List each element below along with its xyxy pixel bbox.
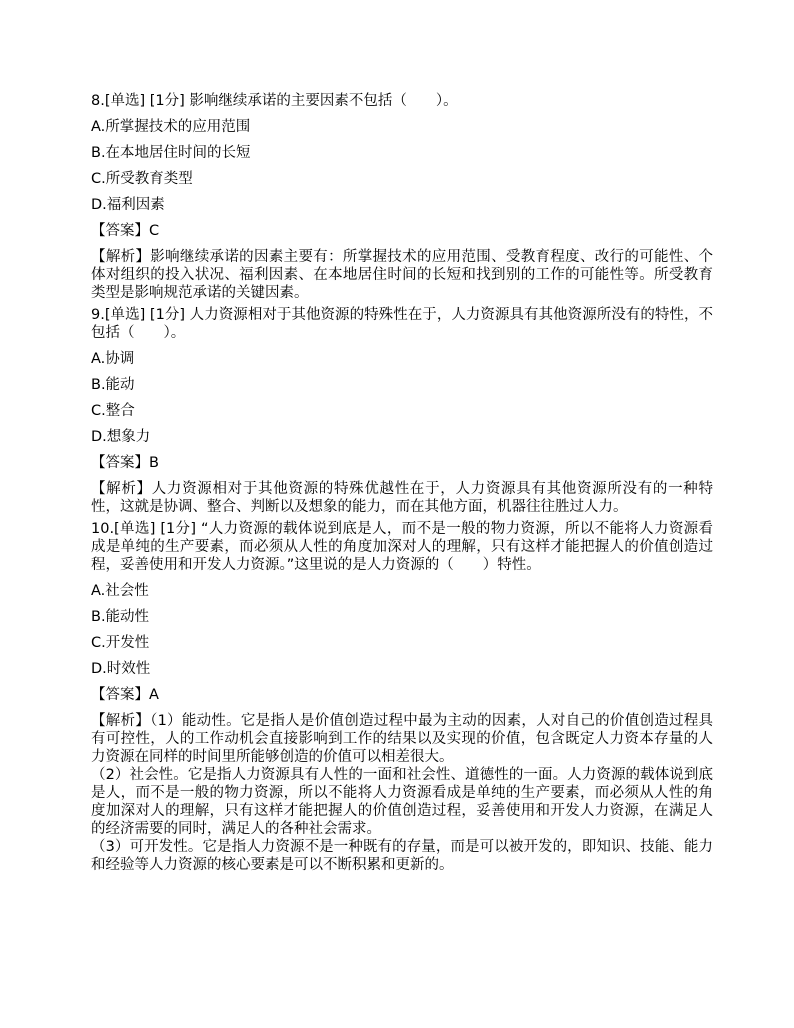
question-8-answer bbox=[91, 222, 713, 240]
question-10-answer bbox=[91, 686, 713, 704]
question-9-option-b: B.能动 bbox=[91, 377, 135, 393]
question-9-option-c: C.整合 bbox=[91, 403, 135, 419]
question-8-option-b: B.在本地居住时间的长短 bbox=[91, 145, 251, 161]
answer-value: B bbox=[149, 455, 159, 471]
question-10-analysis-3: （3）可开发性。它是指人力资源不是一种既有的存量，而是可以被开发的，即知识、技能、能力和经验等人力资源的核心要素是可以不断积累和更新的。 bbox=[91, 839, 713, 873]
question-10-option-a: A.社会性 bbox=[91, 583, 149, 599]
question-8-stem: 8.[单选] [1分] 影响继续承诺的主要因素不包括（ ）。 bbox=[91, 93, 458, 109]
analysis-label: 【解析】 bbox=[91, 249, 151, 265]
question-10-option-d: D.时效性 bbox=[91, 661, 151, 677]
question-10-analysis-1 bbox=[91, 712, 713, 766]
answer-label: 【答案】 bbox=[91, 223, 149, 239]
question-10-option-c: C.开发性 bbox=[91, 635, 150, 651]
question-9-option-a: A.协调 bbox=[91, 351, 135, 367]
answer-value: C bbox=[149, 223, 160, 239]
question-8-analysis bbox=[91, 248, 713, 302]
question-10-analysis-2: （2）社会性。它是指人力资源具有人性的一面和社会性、道德性的一面。人力资源的载体说到底是人，而不是一般的物力资源，所以不能将人力资源看成是单纯的生产要素，而必须从人性的角度加深对人的理解，只有这样才能把握人的价值创造过程，妥善使用和开发人力资源，在满足人的经济需要的同时，满足人的各种社会需求。 bbox=[91, 767, 713, 837]
analysis-label: 【解析】 bbox=[91, 713, 151, 729]
analysis-text: 人力资源相对于其他资源的特殊优越性在于，人力资源具有其他资源所没有的一种特性，这就是协调、整合、判断以及想象的能力，而在其他方面，机器往往胜过人力。 bbox=[91, 481, 713, 515]
analysis-text: （1）能动性。它是指人是价值创造过程中最为主动的因素，人对自己的价值创造过程具有可控性，人的工作动机会直接影响到工作的结果以及实现的价值，包含既定人力资本存量的人力资源在同样的时间里所能够创造的价值可以相差很大。 bbox=[91, 713, 714, 765]
question-8-option-c: C.所受教育类型 bbox=[91, 171, 193, 187]
question-9-option-d: D.想象力 bbox=[91, 429, 151, 445]
answer-value: A bbox=[149, 687, 159, 703]
question-9-answer bbox=[91, 454, 713, 472]
question-10-stem: 10.[单选] [1分] “人力资源的载体说到底是人，而不是一般的物力资源，所以不能将人力资源看成是单纯的生产要素，而必须从人性的角度加深对人的理解，只有这样才能把握人的价值创造过程，妥善使用和开发人力资源。”这里说的是人力资源的（ ）特性。 bbox=[91, 521, 713, 573]
question-10-option-b: B.能动性 bbox=[91, 609, 150, 625]
analysis-label: 【解析】 bbox=[91, 481, 152, 497]
question-9-stem: 9.[单选] [1分] 人力资源相对于其他资源的特殊性在于，人力资源具有其他资源所没有的特性，不包括（ ）。 bbox=[91, 307, 713, 341]
question-8-option-d: D.福利因素 bbox=[91, 197, 165, 213]
question-8-option-a: A.所掌握技术的应用范围 bbox=[91, 119, 251, 135]
analysis-text: 影响继续承诺的因素主要有：所掌握技术的应用范围、受教育程度、改行的可能性、个体对组织的投入状况、福利因素、在本地居住时间的长短和找到别的工作的可能性等。所受教育类型是影响规范承诺的关键因素。 bbox=[91, 249, 714, 301]
answer-label: 【答案】 bbox=[91, 455, 149, 471]
page-content bbox=[91, 92, 713, 874]
answer-label: 【答案】 bbox=[91, 687, 149, 703]
question-9-analysis bbox=[91, 480, 713, 516]
